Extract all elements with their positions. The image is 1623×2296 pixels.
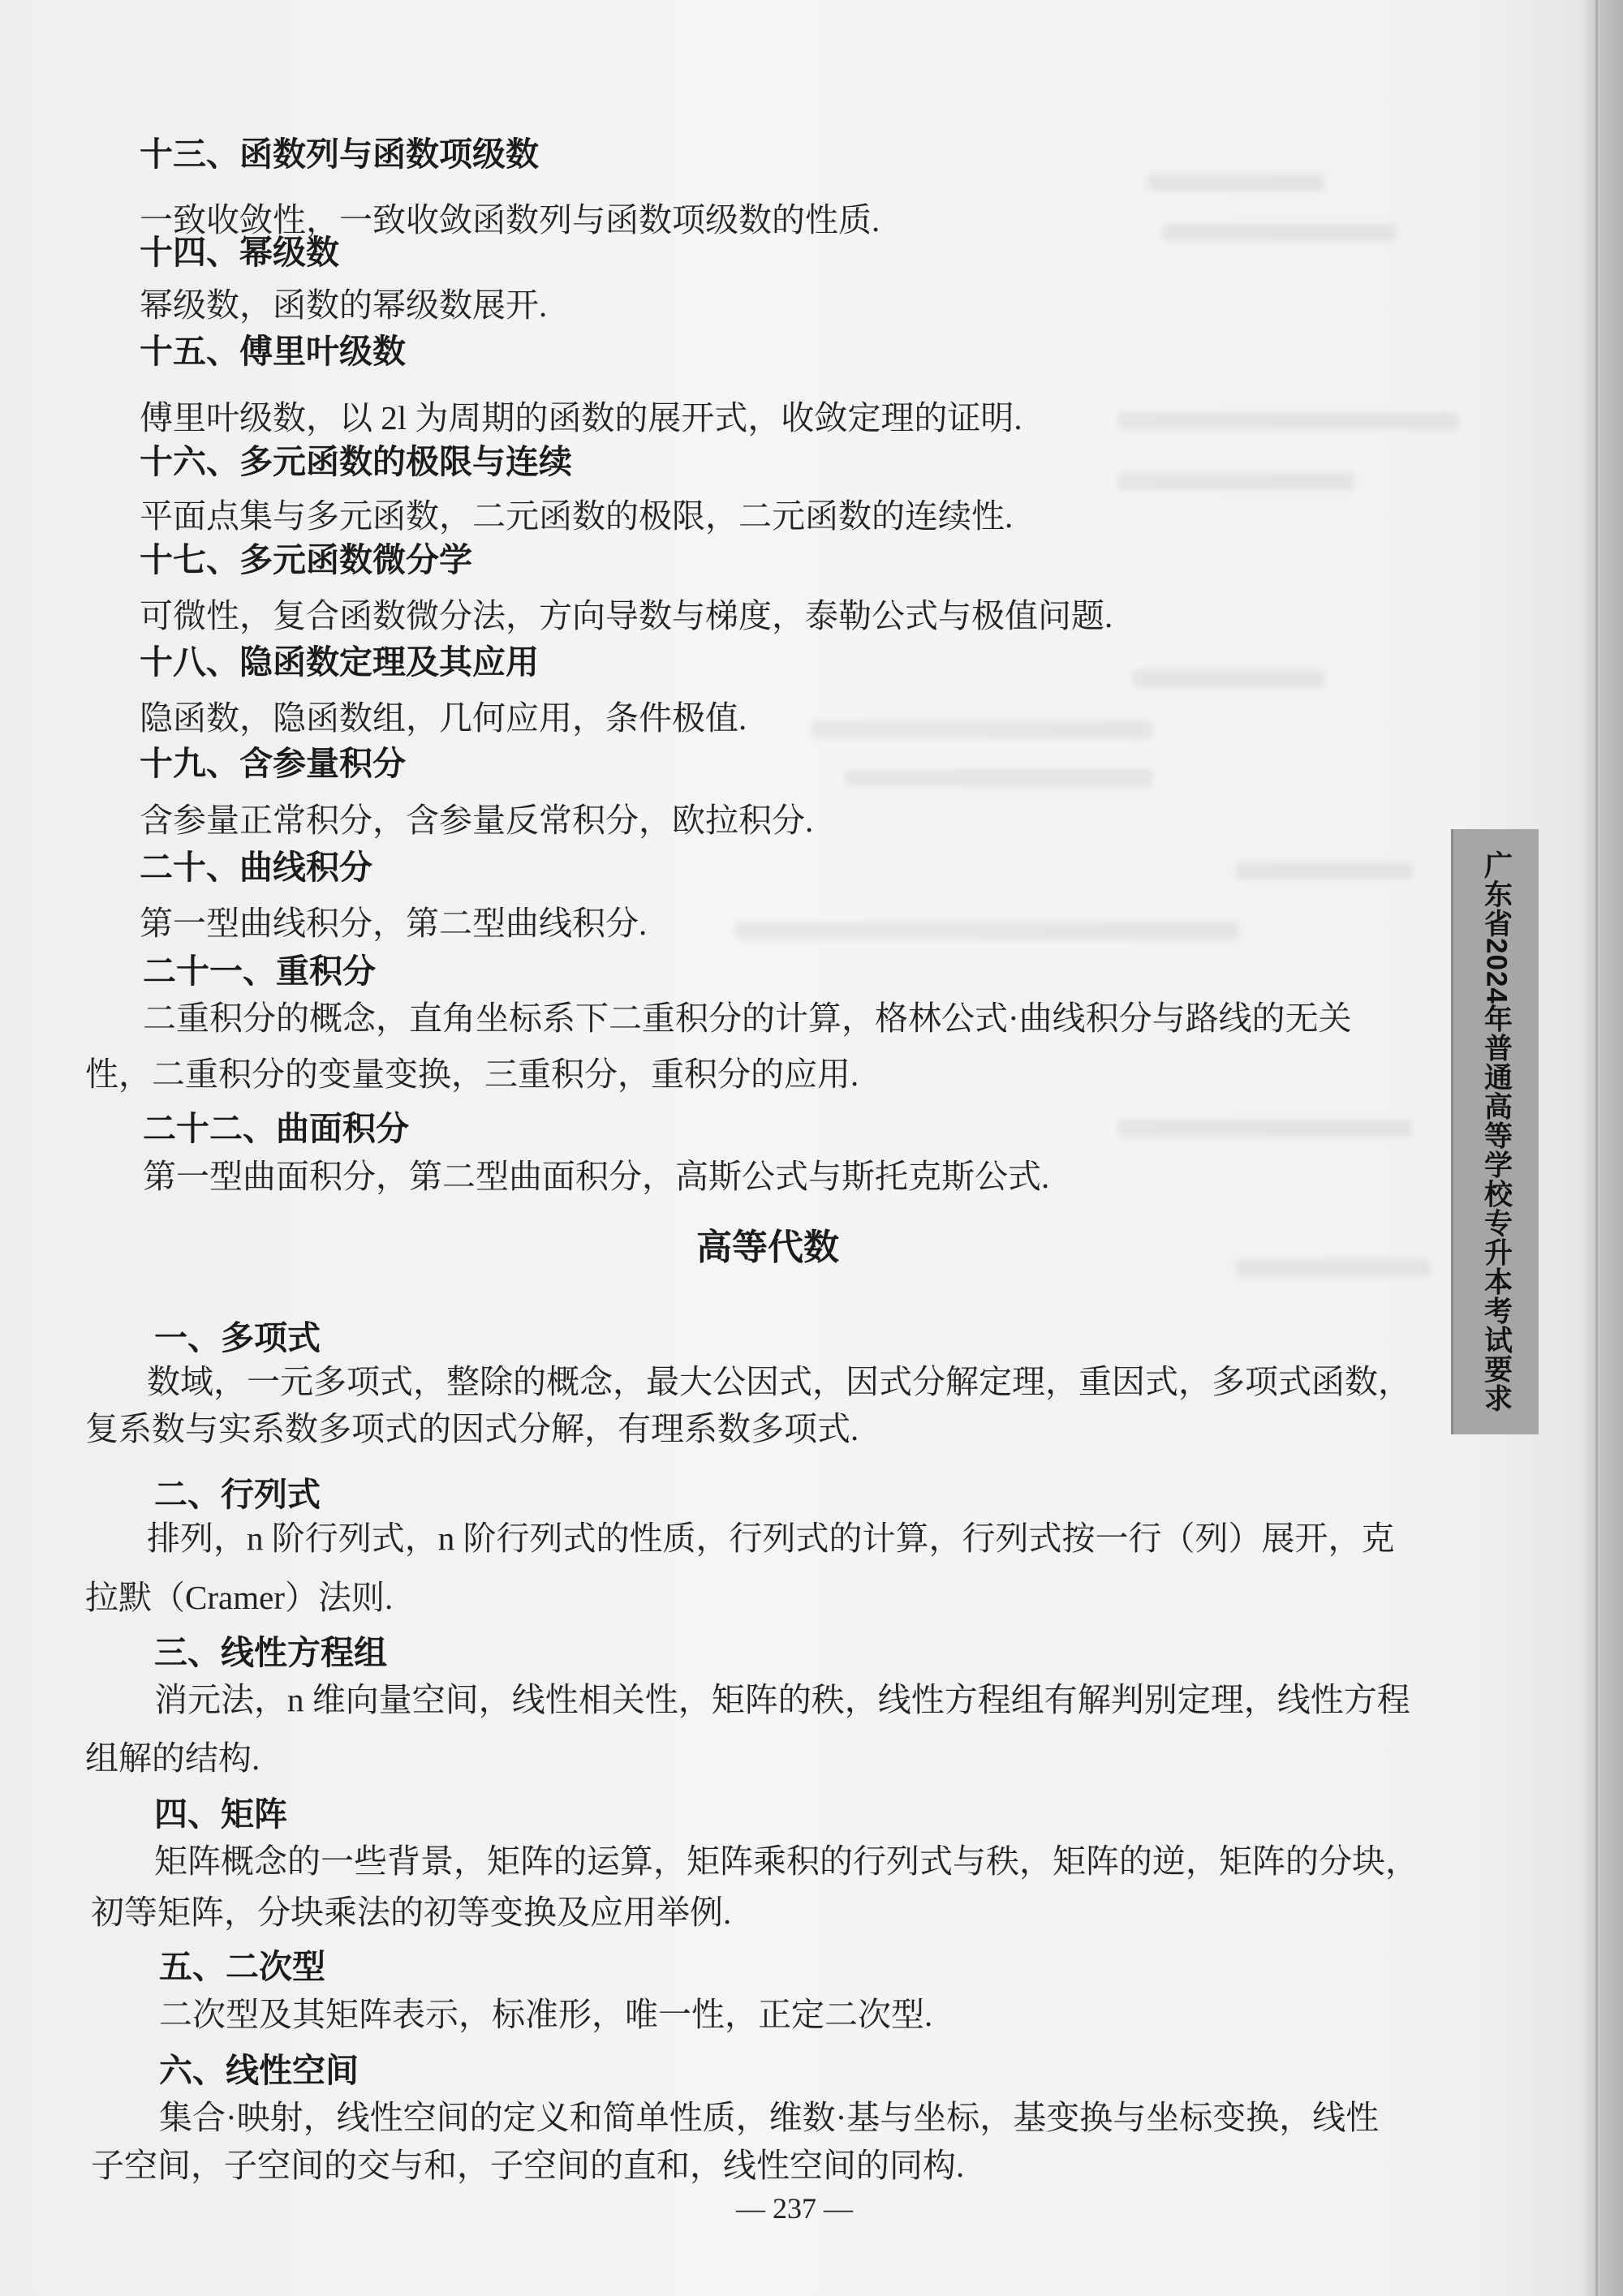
- chapter-title: 高等代数: [696, 1228, 839, 1267]
- section-heading: 十九、含参量积分: [140, 745, 406, 782]
- page-edge: [1595, 0, 1598, 2296]
- section-body-line: 第一型曲线积分，第二型曲线积分.: [140, 905, 648, 942]
- bleed-through-mark: [844, 769, 1152, 787]
- section-body-line: 集合·映射，线性空间的定义和简单性质，维数·基与坐标，基变换与坐标变换，线性: [159, 2099, 1380, 2136]
- bleed-through-mark: [812, 720, 1152, 738]
- section-heading: 十七、多元函数微分学: [140, 541, 472, 578]
- section-body-line: 第一型曲面积分，第二型曲面积分，高斯公式与斯托克斯公式.: [143, 1158, 1050, 1195]
- section-body-line: 消元法，n 维向量空间，线性相关性，矩阵的秩，线性方程组有解判别定理，线性方程: [154, 1681, 1410, 1718]
- section-body-line: 复系数与实系数多项式的因式分解，有理系数多项式.: [85, 1410, 859, 1447]
- page-number: — 237 —: [736, 2192, 853, 2225]
- section-body-line: 性，二重积分的变量变换，三重积分，重积分的应用.: [85, 1056, 859, 1093]
- section-body-line: 二重积分的概念，直角坐标系下二重积分的计算，格林公式·曲线积分与路线的无关: [143, 1000, 1352, 1037]
- section-body-line: 排列，n 阶行列式，n 阶行列式的性质，行列式的计算，行列式按一行（列）展开，克: [147, 1520, 1395, 1557]
- section-body-line: 矩阵概念的一些背景，矩阵的运算，矩阵乘积的行列式与秩，矩阵的逆，矩阵的分块，: [154, 1842, 1419, 1880]
- section-heading: 一、多项式: [154, 1319, 321, 1357]
- bleed-through-mark: [1147, 174, 1324, 191]
- section-heading: 五、二次型: [159, 1948, 325, 1985]
- section-heading: 十六、多元函数的极限与连续: [140, 443, 572, 480]
- side-tab-label: 广东省2024年普通高等学校专升本考试要求: [1480, 850, 1513, 1413]
- bleed-through-mark: [1133, 670, 1324, 688]
- section-body-line: 子空间，子空间的交与和，子空间的直和，线性空间的同构.: [91, 2147, 965, 2184]
- bleed-through-mark: [1162, 224, 1397, 242]
- bleed-through-mark: [735, 922, 1238, 939]
- section-body-line: 幂级数，函数的幂级数展开.: [140, 286, 548, 324]
- section-body-line: 二次型及其矩阵表示，标准形，唯一性，正定二次型.: [159, 1996, 933, 2033]
- section-body-line: 一致收敛性，一致收敛函数列与函数项级数的性质.: [140, 201, 880, 239]
- section-body-line: 傅里叶级数，以 2l 为周期的函数的展开式，收敛定理的证明.: [140, 399, 1022, 436]
- bleed-through-mark: [1236, 862, 1413, 879]
- section-heading: 十八、隐函数定理及其应用: [140, 643, 539, 681]
- section-heading: 二十一、重积分: [143, 952, 376, 990]
- section-heading: 六、线性空间: [159, 2052, 359, 2089]
- section-heading: 二十二、曲面积分: [143, 1110, 409, 1147]
- section-body-line: 隐函数，隐函数组，几何应用，条件极值.: [140, 699, 747, 737]
- section-body-line: 组解的结构.: [85, 1739, 260, 1777]
- section-body-line: 初等矩阵，分块乘法的初等变换及应用举例.: [91, 1894, 732, 1931]
- section-body-line: 拉默（Cramer）法则.: [85, 1579, 394, 1616]
- section-body-line: 可微性，复合函数微分法，方向导数与梯度，泰勒公式与极值问题.: [140, 597, 1113, 634]
- bleed-through-mark: [1118, 1120, 1412, 1137]
- section-heading: 二十、曲线积分: [140, 849, 372, 886]
- section-heading: 十三、函数列与函数项级数: [140, 135, 539, 173]
- section-heading: 十四、幂级数: [140, 234, 339, 271]
- section-heading: 四、矩阵: [154, 1795, 287, 1833]
- section-body-line: 平面点集与多元函数，二元函数的极限，二元函数的连续性.: [140, 497, 1014, 535]
- section-heading: 二、行列式: [154, 1476, 321, 1513]
- section-body-line: 含参量正常积分，含参量反常积分，欧拉积分.: [140, 802, 814, 839]
- bleed-through-mark: [1118, 412, 1459, 430]
- section-heading: 三、线性方程组: [154, 1634, 387, 1671]
- side-tab: [1451, 829, 1539, 1434]
- section-heading: 十五、傅里叶级数: [140, 333, 406, 370]
- bleed-through-mark: [1236, 1259, 1431, 1277]
- bleed-through-mark: [1118, 472, 1354, 490]
- section-body-line: 数域，一元多项式，整除的概念，最大公因式，因式分解定理，重因式，多项式函数，: [147, 1363, 1411, 1400]
